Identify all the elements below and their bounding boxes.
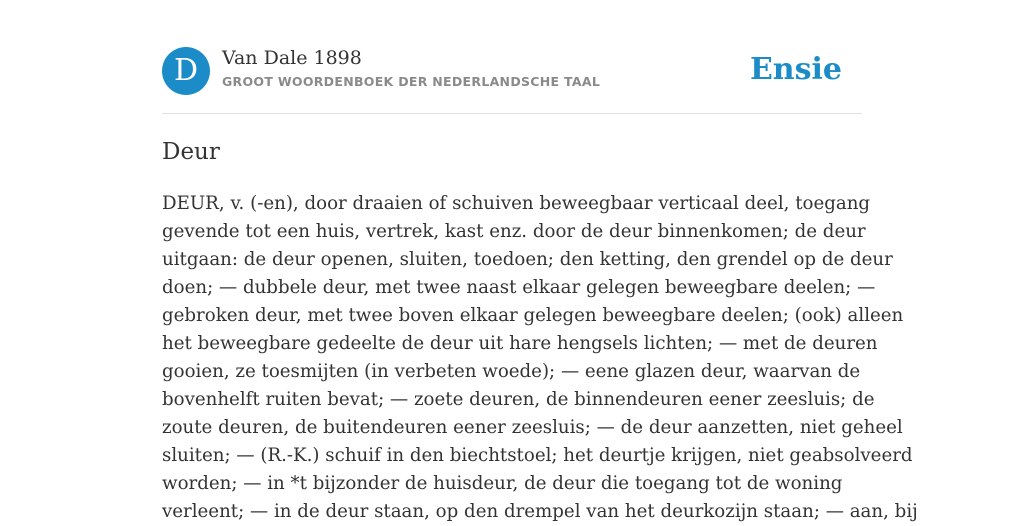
entry-title: Deur xyxy=(162,139,220,165)
brand-logo[interactable]: Ensie xyxy=(749,52,842,87)
definition-line: uitgaan: de deur openen, sluiten, toedoen; den ketting, den grendel op de deur xyxy=(162,249,893,270)
header-divider xyxy=(162,113,862,114)
definition-line: gooien, ze toesmijten (in verbeten woede); — eene glazen deur, waarvan de xyxy=(162,361,861,382)
definition-line: sluiten; — (R.-K.) schuif in den biechtstoel; het deurtje krijgen, niet geabsolveerd xyxy=(162,445,913,466)
definition-line: verleent; — in de deur staan, op den drempel van het deurkozijn staan; — aan, bij xyxy=(162,501,918,522)
entry-definition xyxy=(162,190,918,526)
definition-line: doen; — dubbele deur, met twee naast elkaar gelegen beweegbare deelen; — xyxy=(162,277,876,298)
source-avatar[interactable]: D xyxy=(162,47,210,95)
definition-line: het beweegbare gedeelte de deur uit hare hengsels lichten; — met de deuren xyxy=(162,333,878,354)
source-header xyxy=(162,46,862,96)
definition-line: DEUR, v. (-en), door draaien of schuiven beweegbaar verticaal deel, toegang xyxy=(162,193,871,214)
definition-line: gebroken deur, met twee boven elkaar gelegen beweegbare deelen; (ook) alleen xyxy=(162,305,904,326)
definition-line: bovenhelft ruiten bevat; — zoete deuren, de binnendeuren eener zeesluis; de xyxy=(162,389,875,410)
definition-line: zoute deuren, de buitendeuren eener zeesluis; — de deur aanzetten, niet geheel xyxy=(162,417,903,438)
source-title[interactable]: Van Dale 1898 xyxy=(222,47,362,69)
definition-line: gevende tot een huis, vertrek, kast enz. door de deur binnenkomen; de deur xyxy=(162,221,866,242)
source-subtitle: GROOT WOORDENBOEK DER NEDERLANDSCHE TAAL xyxy=(222,74,601,89)
definition-line: worden; — in *t bijzonder de huisdeur, de deur die toegang tot de woning xyxy=(162,473,843,494)
